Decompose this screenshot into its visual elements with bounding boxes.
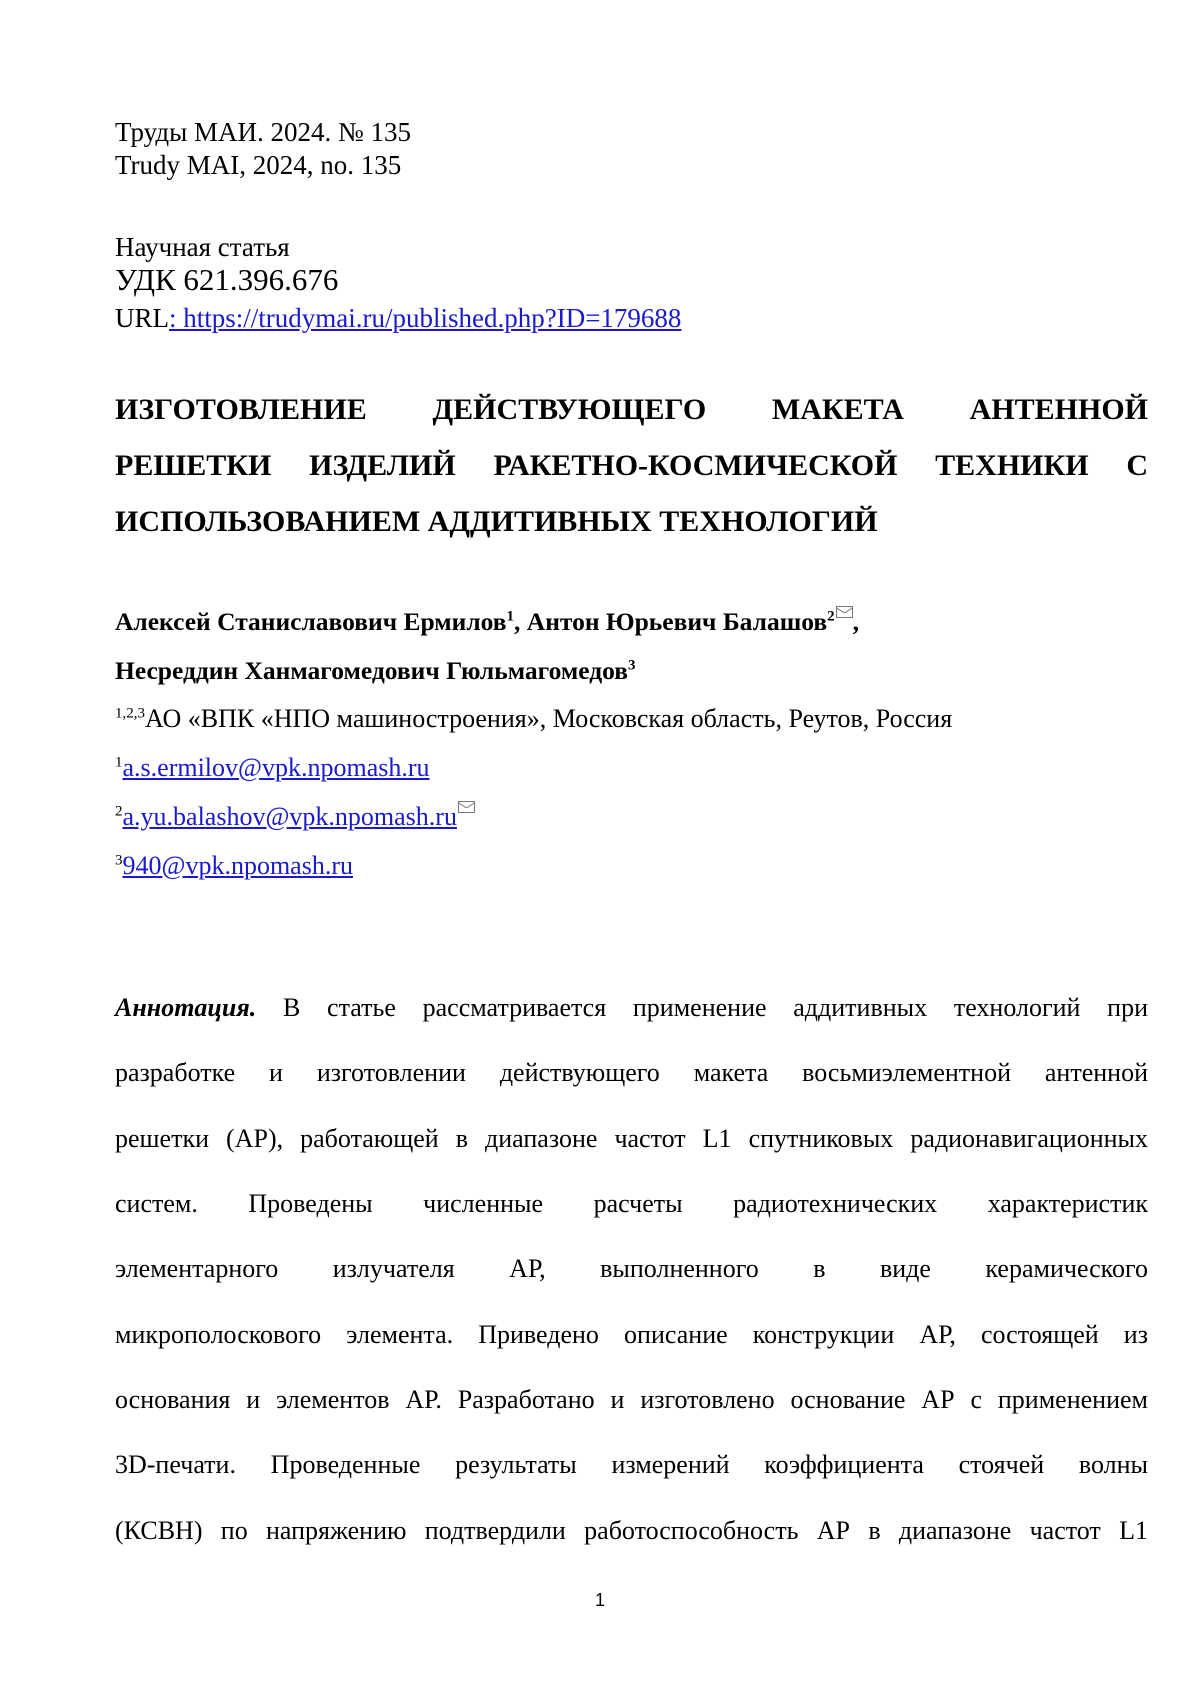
abstract-line xyxy=(115,992,1148,1024)
author-index: 3 xyxy=(628,657,636,674)
affiliation-index: 1,2,3 xyxy=(115,705,145,722)
url-label: URL xyxy=(115,303,169,333)
article-url-link[interactable]: : https://trudymai.ru/published.php?ID=179688 xyxy=(169,303,682,333)
abstract-label: Аннотация. xyxy=(115,993,257,1022)
abstract-line: основания и элементов АР. Разработано и изготовлено основание АР с применением xyxy=(115,1385,1148,1414)
abstract-line: разработке и изготовлении действующего макета восьмиэлементной антенной xyxy=(115,1058,1148,1087)
affiliation-text: АО «ВПК «НПО машиностроения», Московская область, Реутов, Россия xyxy=(145,704,953,733)
email-index: 3 xyxy=(115,852,123,869)
page-number: 1 xyxy=(594,1590,605,1610)
article-title-line: РЕШЕТКИ ИЗДЕЛИЙ РАКЕТНО-КОСМИЧЕСКОЙ ТЕХНИКИ С xyxy=(115,449,1148,482)
envelope-icon xyxy=(836,606,853,618)
authors-line xyxy=(115,606,859,638)
author-name: Антон Юрьевич Балашов xyxy=(526,607,828,636)
author-name: Несреддин Ханмагомедович Гюльмагомедов xyxy=(115,656,628,685)
email-link[interactable]: a.yu.balashov@vpk.npomash.ru xyxy=(122,802,457,831)
author-name: Алексей Станиславович Ермилов xyxy=(115,607,507,636)
url-line xyxy=(115,302,681,334)
author-email-line xyxy=(115,850,353,882)
article-title-line: ИЗГОТОВЛЕНИЕ ДЕЙСТВУЮЩЕГО МАКЕТА АНТЕННОЙ xyxy=(115,393,1148,426)
abstract-text: В статье рассматривается применение аддитивных технологий при xyxy=(256,993,1148,1022)
article-type: Научная статья xyxy=(115,232,290,262)
udk-code: УДК 621.396.676 xyxy=(115,262,339,297)
article-title-line: ИСПОЛЬЗОВАНИЕМ АДДИТИВНЫХ ТЕХНОЛОГИЙ xyxy=(115,505,878,538)
email-index: 1 xyxy=(115,754,123,771)
abstract-line: систем. Проведены численные расчеты радиотехнических характеристик xyxy=(115,1189,1148,1218)
abstract-line: решетки (АР), работающей в диапазоне частот L1 спутниковых радионавигационных xyxy=(115,1124,1148,1153)
journal-citation-en: Trudy MAI, 2024, no. 135 xyxy=(115,150,402,180)
email-link[interactable]: 940@vpk.npomash.ru xyxy=(122,851,353,880)
author-index: 2 xyxy=(827,608,835,625)
author-separator: , xyxy=(514,607,527,636)
author-index: 1 xyxy=(506,608,515,625)
authors-line xyxy=(115,655,636,687)
author-separator: , xyxy=(852,607,859,636)
journal-citation-ru: Труды МАИ. 2024. № 135 xyxy=(115,117,412,147)
abstract-line: микрополоскового элемента. Приведено описание конструкции АР, состоящей из xyxy=(115,1320,1148,1349)
abstract-line: элементарного излучателя АР, выполненного в виде керамического xyxy=(115,1254,1148,1283)
email-index: 2 xyxy=(115,803,123,820)
author-email-line xyxy=(115,752,430,784)
abstract-line: 3D-печати. Проведенные результаты измерений коэффициента стоячей волны xyxy=(115,1450,1148,1479)
author-email-line xyxy=(115,801,475,833)
affiliation xyxy=(115,703,952,735)
abstract-line: (КСВН) по напряжению подтвердили работоспособность АР в диапазоне частот L1 xyxy=(115,1516,1148,1545)
email-link[interactable]: a.s.ermilov@vpk.npomash.ru xyxy=(122,753,430,782)
envelope-icon xyxy=(458,801,475,813)
